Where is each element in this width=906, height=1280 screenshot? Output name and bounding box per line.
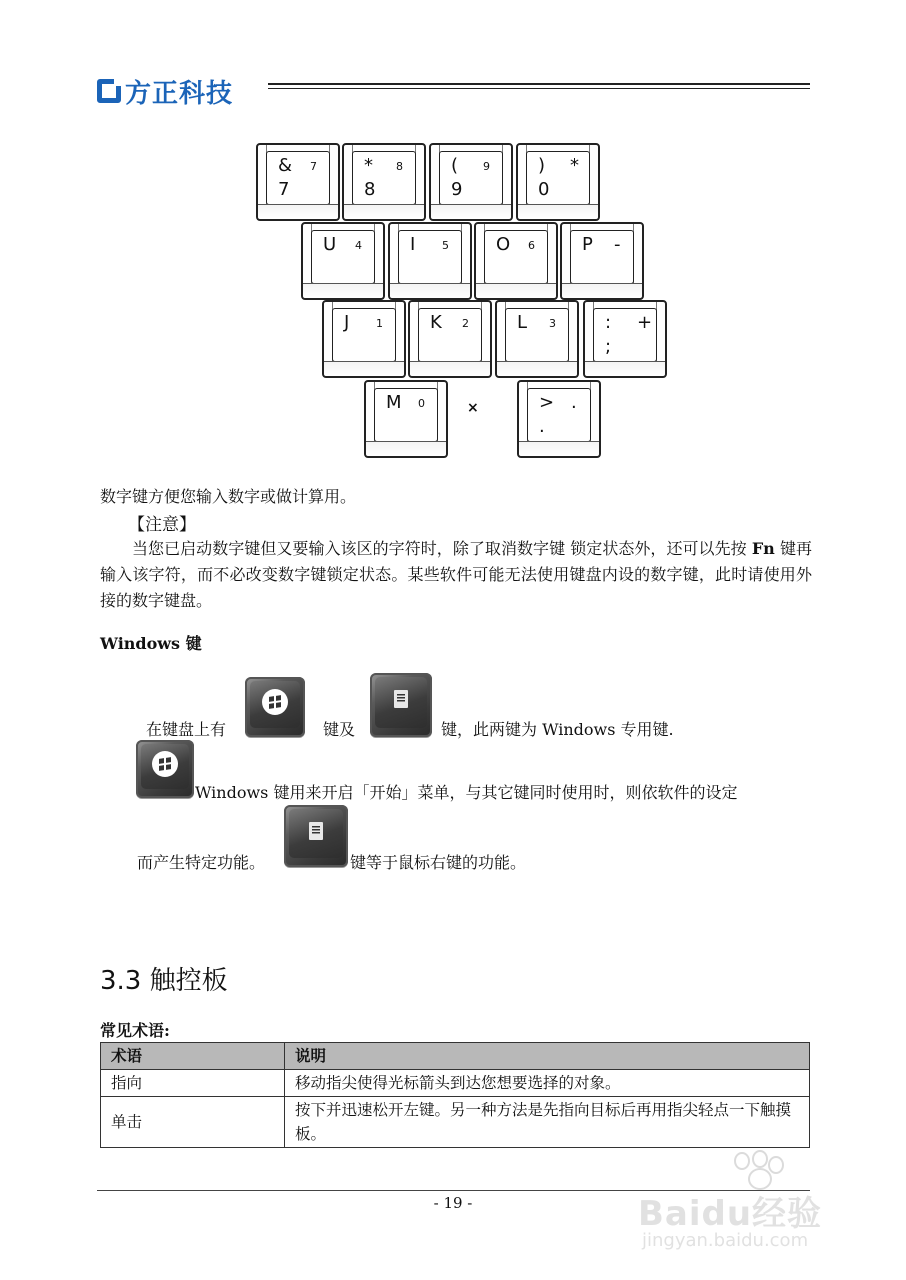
key-asterisk <box>342 143 426 221</box>
note-text-1: 当您已启动数字键但又要输入该区的字符时，除了取消数字键 锁定状态外，还可以先按 <box>132 539 752 558</box>
key-numpad-label: 2 <box>462 317 469 330</box>
key-ampersand <box>256 143 340 221</box>
key-numpad-label: 7 <box>310 160 317 173</box>
key-main-label: & <box>278 155 293 176</box>
key-lparen <box>429 143 513 221</box>
key-o <box>474 222 558 300</box>
key-main-label: L <box>517 312 528 333</box>
cross-mark: × <box>467 400 479 416</box>
note-label: 【注意】 <box>128 515 196 535</box>
win-line3-b: 键等于鼠标右键的功能。 <box>350 853 527 872</box>
key-main-label: P <box>582 234 593 255</box>
key-numpad-label: 3 <box>549 317 556 330</box>
key-numpad-label: * <box>570 155 579 176</box>
table-row <box>101 1070 810 1097</box>
key-i <box>388 222 472 300</box>
windows-key-icon <box>245 677 305 737</box>
key-main-label: ( <box>451 155 459 176</box>
menu-logo-icon <box>394 690 408 708</box>
win-line2: Windows 键用来开启「开始」菜单，与其它键同时使用时，则依软件的设定 <box>195 783 738 802</box>
note-paragraph <box>100 536 812 614</box>
table-header-desc: 说明 <box>285 1043 810 1070</box>
table-cell-term: 单击 <box>101 1097 285 1148</box>
key-rparen <box>516 143 600 221</box>
key-numpad-label: . <box>571 392 577 413</box>
table-row <box>101 1097 810 1148</box>
key-greater <box>517 380 601 458</box>
key-p <box>560 222 644 300</box>
key-lower-label: 8 <box>364 179 376 200</box>
key-main-label: J <box>344 312 350 333</box>
numpad-keyboard-illustration <box>0 0 906 470</box>
section-title: 3.3 触控板 <box>100 966 228 996</box>
key-main-label: U <box>323 234 337 255</box>
table-cell-desc: 移动指尖使得光标箭头到达您想要选择的对象。 <box>285 1070 810 1097</box>
key-main-label: : <box>605 312 612 333</box>
page-number: - 19 - <box>433 1194 473 1212</box>
key-colon <box>583 300 667 378</box>
key-main-label: > <box>539 392 555 413</box>
key-lower-label: . <box>539 416 545 437</box>
table-header-term: 术语 <box>101 1043 285 1070</box>
table-header-row <box>101 1043 810 1070</box>
win-line1-b: 键及 <box>323 720 356 739</box>
key-main-label: O <box>496 234 511 255</box>
menu-key-icon-2 <box>284 805 348 867</box>
key-numpad-label: 9 <box>483 160 490 173</box>
watermark-brand: Baidu经验 <box>638 1194 823 1234</box>
key-numpad-label: 5 <box>442 239 449 252</box>
key-numpad-label: 8 <box>396 160 403 173</box>
table-cell-term: 指向 <box>101 1070 285 1097</box>
table-cell-desc: 按下并迅速松开左键。另一种方法是先指向目标后再用指尖轻点一下触摸板。 <box>285 1097 810 1148</box>
menu-logo-icon <box>309 822 323 840</box>
windows-logo-icon <box>262 689 288 715</box>
windows-logo-icon <box>152 751 178 777</box>
key-lower-label: ; <box>605 336 612 357</box>
key-numpad-label: 0 <box>418 397 425 410</box>
key-numpad-label: 1 <box>376 317 383 330</box>
key-k <box>408 300 492 378</box>
key-main-label: ) <box>538 155 546 176</box>
note-text-2: 键再输入该字符，而不必改变数字键锁定状态。某些软件可能无法使用键盘内设的数字键，此时请使用外接的数字键盘。 <box>100 539 812 610</box>
fn-key-label: Fn <box>751 539 775 558</box>
baidu-watermark <box>638 1150 848 1250</box>
windows-key-heading: Windows 键 <box>100 634 202 653</box>
key-numpad-label: + <box>637 312 653 333</box>
key-main-label: K <box>430 312 442 333</box>
watermark-url: jingyan.baidu.com <box>642 1230 809 1251</box>
key-m <box>364 380 448 458</box>
key-numpad-label: 6 <box>528 239 535 252</box>
key-main-label: * <box>364 155 373 176</box>
key-lower-label: 0 <box>538 179 550 200</box>
key-numpad-label: - <box>614 234 621 255</box>
key-lower-label: 7 <box>278 179 290 200</box>
key-u <box>301 222 385 300</box>
brand-name: 方正科技 <box>125 78 234 109</box>
win-line3-a: 而产生特定功能。 <box>137 853 266 872</box>
menu-key-icon <box>370 673 432 737</box>
terms-table <box>100 1042 810 1148</box>
win-line1-c: 键，此两键为 Windows 专用键. <box>441 720 674 739</box>
key-main-label: M <box>386 392 402 413</box>
windows-key-icon-2 <box>136 740 194 798</box>
key-numpad-label: 4 <box>355 239 362 252</box>
key-l <box>495 300 579 378</box>
key-j <box>322 300 406 378</box>
terms-title: 常见术语: <box>100 1021 170 1040</box>
win-line1-a: 在键盘上有 <box>146 720 227 739</box>
key-main-label: I <box>410 234 416 255</box>
key-lower-label: 9 <box>451 179 463 200</box>
numpad-description: 数字键方便您输入数字或做计算用。 <box>100 487 357 506</box>
